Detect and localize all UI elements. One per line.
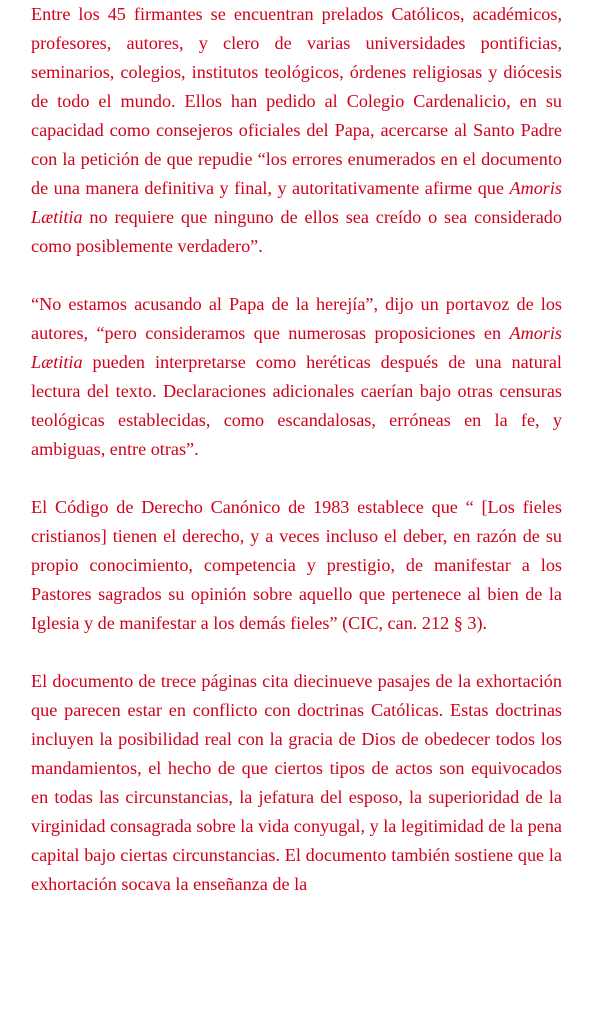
article-body [31, 0, 562, 899]
paragraph-text: El documento de trece páginas cita diecinueve pasajes de la exhortación que parecen estar en conflicto con doctrinas Católicas. Estas doctrinas incluyen la posibilidad real con la gracia de Dios de obedecer todos los mandamientos, el hecho de que ciertos tipos de actos son equivocados en todas las circunstancias, la jefatura del esposo, la superioridad de la virginidad consagrada sobre la vida conyugal, y la legitimidad de la pena capital bajo ciertas circunstancias. El documento también sostiene que la exhortación socava la enseñanza de la [31, 671, 562, 894]
paragraph-text: El Código de Derecho Canónico de 1983 establece que “ [Los fieles cristianos] tienen el derecho, y a veces incluso el deber, en razón de su propio conocimiento, competencia y prestigio, de manifestar a los Pastores sagrados su opinión sobre aquello que pertenece al bien de la Iglesia y de manifestar a los demás fieles” (CIC, can. 212 § 3). [31, 497, 562, 633]
paragraph-text: Entre los 45 firmantes se encuentran prelados Católicos, académicos, profesores, autores, y clero de varias universidades pontificias, seminarios, colegios, institutos teológicos, órdenes religiosas y diócesis de todo el mundo. Ellos han pedido al Colegio Cardenalicio, en su capacidad como consejeros oficiales del Papa, acercarse al Santo Padre con la petición de que repudie “los errores enumerados en el documento de una manera definitiva y final, y autoritativamente afirme que [31, 4, 562, 198]
paragraph-text: “No estamos acusando al Papa de la herejía”, dijo un portavoz de los autores, “pero consideramos que numerosas proposiciones en [31, 294, 562, 343]
paragraph-text: no requiere que ninguno de ellos sea creído o sea considerado como posiblemente verdadero”. [31, 207, 562, 256]
paragraph-spokesperson-quote [31, 290, 562, 464]
paragraph-text: pueden interpretarse como heréticas después de una natural lectura del texto. Declaraciones adicionales caerían bajo otras censuras teológicas establecidas, como escandalosas, erróneas en la fe, y ambiguas, entre otras”. [31, 352, 562, 459]
paragraph-canon-law [31, 493, 562, 638]
document-title-emphasis: Amoris Lætitia [31, 323, 562, 372]
document-title-emphasis: Amoris Lætitia [31, 178, 562, 227]
paragraph-signatories [31, 0, 562, 261]
paragraph-document-passages [31, 667, 562, 899]
